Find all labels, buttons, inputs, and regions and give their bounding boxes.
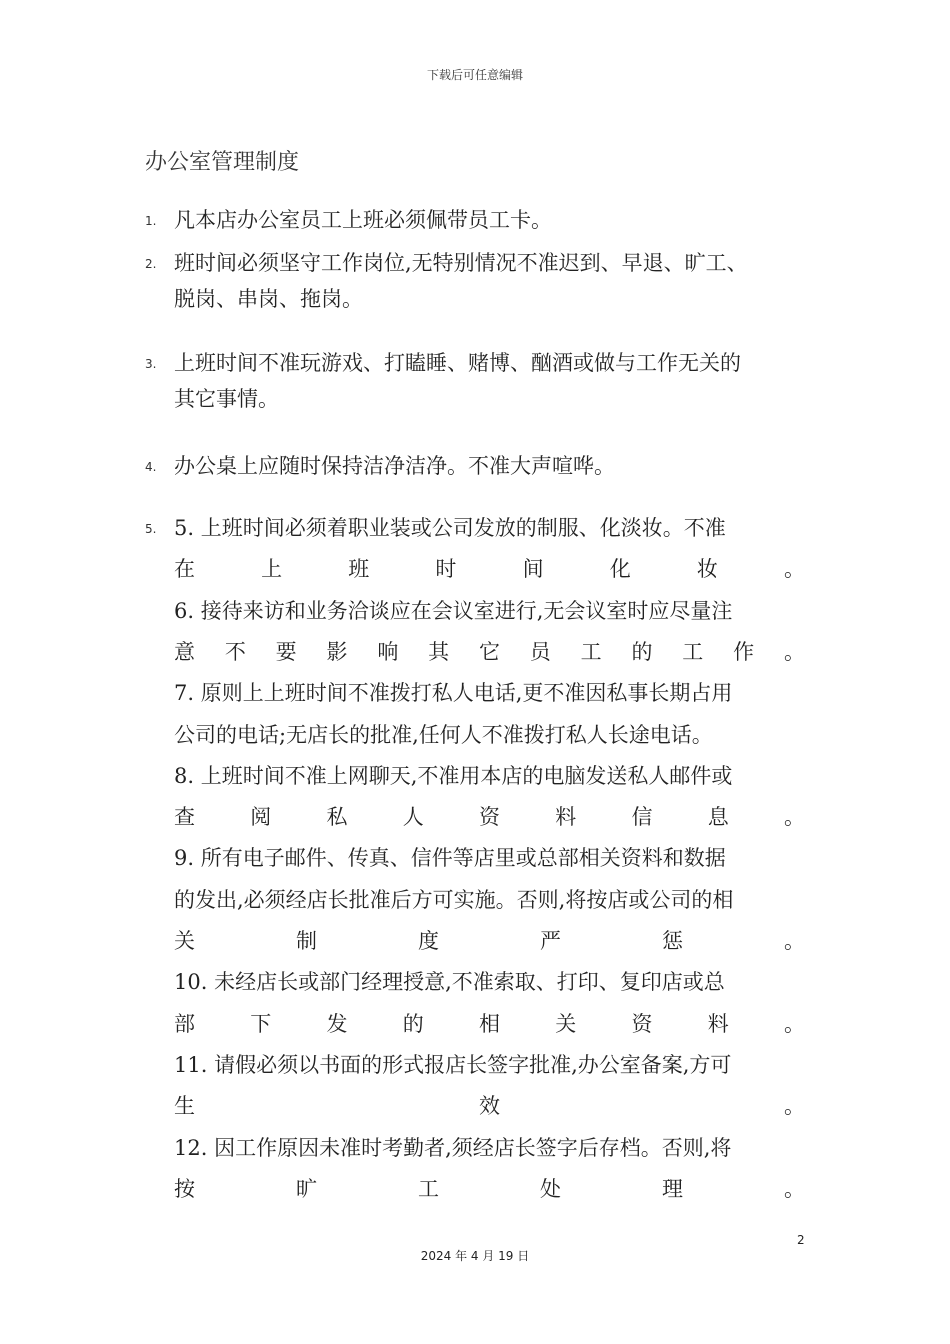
justified-char: 化 bbox=[609, 557, 631, 582]
justified-char: 。 bbox=[784, 929, 805, 953]
justified-char: 它 bbox=[478, 639, 500, 664]
justified-char: 的 bbox=[402, 1011, 424, 1036]
justified-char: 不 bbox=[224, 639, 246, 664]
justified-char: 。 bbox=[784, 1094, 805, 1119]
justified-char: 意 bbox=[174, 639, 195, 664]
list-item-line: 9. 所有电子邮件、传真、信件等店里或总部相关资料和数据 bbox=[174, 846, 726, 871]
list-item-line bbox=[174, 1088, 805, 1124]
justified-char: 关 bbox=[555, 1011, 577, 1036]
list-item-line bbox=[174, 1171, 805, 1207]
justified-char: 员 bbox=[529, 639, 551, 664]
justified-char: 人 bbox=[402, 805, 424, 830]
justified-char: 班 bbox=[348, 557, 370, 582]
justified-char: 理 bbox=[662, 1176, 683, 1201]
justified-char: 效 bbox=[479, 1094, 500, 1119]
justified-char: 上 bbox=[261, 557, 283, 582]
list-item-line bbox=[174, 1006, 805, 1042]
list-item-number: 4. bbox=[145, 460, 157, 474]
page-number: 2 bbox=[797, 1233, 805, 1247]
list-item-line: 12. 因工作原因未准时考勤者,须经店长签字后存档。否则,将 bbox=[174, 1135, 732, 1160]
justified-char: 工 bbox=[682, 639, 704, 664]
document-title: 办公室管理制度 bbox=[145, 150, 300, 175]
justified-char: 料 bbox=[555, 805, 577, 830]
list-item-line: 办公桌上应随时保持洁净洁净。不准大声喧哗。 bbox=[174, 454, 615, 478]
justified-char: 制 bbox=[296, 929, 317, 953]
list-item-number: 2. bbox=[145, 257, 157, 271]
list-item-number: 1. bbox=[145, 214, 157, 228]
justified-char: 。 bbox=[784, 1176, 805, 1201]
justified-char: 下 bbox=[250, 1011, 272, 1036]
justified-char: 关 bbox=[174, 929, 195, 953]
justified-char: 工 bbox=[580, 639, 602, 664]
justified-char: 资 bbox=[479, 805, 500, 830]
page-header: 下载后可任意编辑 bbox=[426, 68, 523, 82]
list-item-line: 6. 接待来访和业务洽谈应在会议室进行,无会议室时应尽量注 bbox=[174, 598, 733, 623]
justified-char: 生 bbox=[174, 1094, 195, 1119]
justified-char: 资 bbox=[631, 1011, 653, 1036]
justified-char: 间 bbox=[522, 557, 544, 582]
justified-char: 私 bbox=[326, 805, 348, 830]
list-item-line: 的发出,必须经店长批准后方可实施。否则,将按店或公司的相 bbox=[174, 887, 734, 912]
list-item-number: 5. bbox=[145, 522, 157, 536]
list-item-line bbox=[174, 923, 805, 959]
list-item-line: 公司的电话;无店长的批准,任何人不准拨打私人长途电话。 bbox=[174, 722, 713, 747]
justified-char: 要 bbox=[275, 639, 297, 664]
justified-char: 。 bbox=[783, 557, 805, 582]
justified-char: 信 bbox=[631, 805, 653, 830]
justified-char: 时 bbox=[435, 557, 457, 582]
justified-char: 惩 bbox=[662, 929, 683, 953]
justified-char: 的 bbox=[631, 639, 653, 664]
justified-char: 影 bbox=[326, 639, 348, 664]
justified-char: 阅 bbox=[250, 805, 272, 830]
footer-date: 2024 年 4 月 19 日 bbox=[420, 1249, 530, 1263]
list-item-line: 上班时间不准玩游戏、打瞌睡、赌博、酗酒或做与工作无关的 bbox=[174, 351, 741, 375]
list-item-line bbox=[174, 551, 805, 587]
list-item-line: 8. 上班时间不准上网聊天,不准用本店的电脑发送私人邮件或 bbox=[174, 763, 733, 788]
justified-char: 。 bbox=[783, 639, 805, 664]
list-item-line: 凡本店办公室员工上班必须佩带员工卡。 bbox=[174, 208, 552, 232]
justified-char: 度 bbox=[418, 929, 439, 953]
justified-char: 料 bbox=[707, 1011, 729, 1036]
justified-char: 工 bbox=[418, 1176, 439, 1201]
justified-char: 处 bbox=[540, 1176, 561, 1201]
list-item-line bbox=[174, 799, 805, 835]
justified-char: 在 bbox=[174, 557, 195, 582]
justified-char: 发 bbox=[326, 1011, 348, 1036]
list-item-line: 11. 请假必须以书面的形式报店长签字批准,办公室备案,方可 bbox=[174, 1052, 732, 1077]
list-item-line bbox=[174, 634, 805, 670]
justified-char: 相 bbox=[479, 1011, 500, 1036]
justified-char: 旷 bbox=[296, 1176, 317, 1201]
justified-char: 。 bbox=[784, 1011, 805, 1036]
justified-char: 息 bbox=[707, 805, 729, 830]
justified-char: 查 bbox=[174, 805, 195, 830]
justified-char: 按 bbox=[174, 1176, 195, 1201]
justified-char: 。 bbox=[784, 805, 805, 830]
justified-char: 其 bbox=[428, 639, 450, 664]
list-item-line: 10. 未经店长或部门经理授意,不准索取、打印、复印店或总 bbox=[174, 970, 725, 995]
justified-char: 响 bbox=[377, 639, 399, 664]
list-item-line: 其它事情。 bbox=[174, 387, 279, 411]
list-item-line: 5. 上班时间必须着职业装或公司发放的制服、化淡妆。不准 bbox=[174, 516, 726, 540]
list-item-line: 脱岗、串岗、拖岗。 bbox=[174, 287, 363, 311]
justified-char: 严 bbox=[540, 929, 561, 953]
justified-char: 作 bbox=[733, 639, 755, 664]
justified-char: 妆 bbox=[696, 557, 718, 582]
list-item-number: 3. bbox=[145, 357, 157, 371]
list-item-line: 班时间必须坚守工作岗位,无特别情况不准迟到、早退、旷工、 bbox=[174, 251, 748, 275]
justified-char: 部 bbox=[174, 1011, 195, 1036]
list-item-line: 7. 原则上上班时间不准拨打私人电话,更不准因私事长期占用 bbox=[174, 681, 733, 706]
